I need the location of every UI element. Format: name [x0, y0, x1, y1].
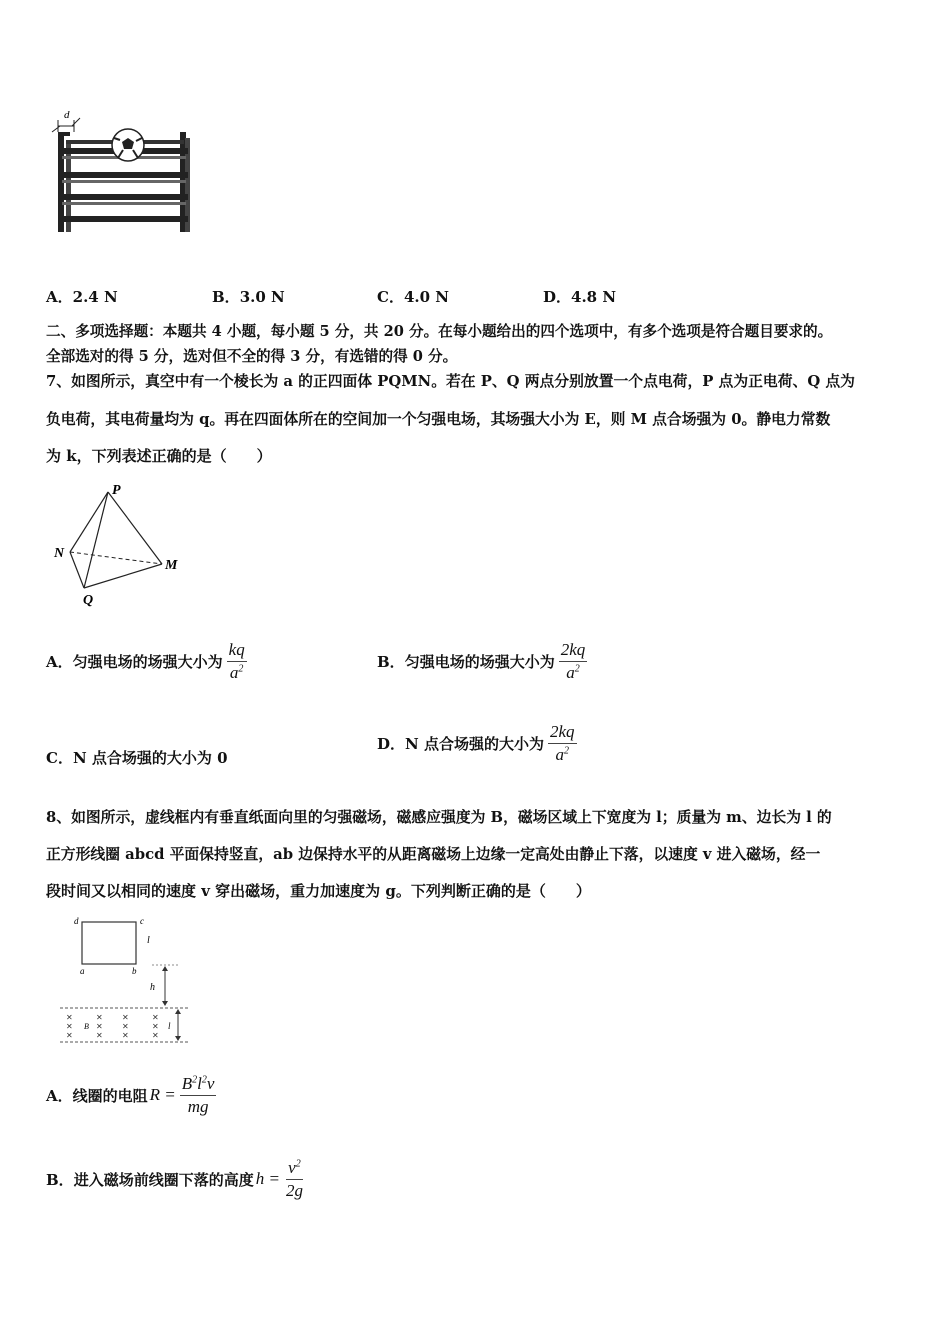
denominator: 2g: [285, 1180, 303, 1200]
section2-line2: 全部选对的得 5 分，选对但不全的得 3 分，有选错的得 0 分。: [46, 348, 458, 365]
option-letter: C．: [377, 288, 404, 306]
numerator: [180, 1074, 217, 1096]
fraction: [559, 640, 588, 682]
option-letter: B．: [46, 1170, 74, 1189]
q8-line3: 段时间又以相同的速度 v 穿出磁场，重力加速度为 g。下列判断正确的是（ ）: [46, 882, 591, 900]
q6-option-d: [543, 286, 616, 307]
num-sup: 2: [192, 1074, 198, 1086]
label-h: h: [150, 982, 155, 993]
label-p: P: [112, 483, 121, 498]
option-letter: B．: [377, 652, 405, 671]
denominator: mg: [187, 1096, 209, 1116]
den-sup: 2: [238, 662, 244, 674]
svg-text:✕: ✕: [152, 1013, 159, 1022]
option-text: 匀强电场的场强大小为: [72, 652, 223, 671]
option-text: 线圈的电阻: [72, 1086, 148, 1105]
option-letter: C．: [46, 749, 73, 767]
label-m: M: [165, 558, 178, 573]
q7-line3: 为 k，下列表述正确的是（ ）: [46, 447, 272, 465]
svg-text:✕: ✕: [122, 1013, 129, 1022]
q7-option-d: [377, 722, 577, 764]
numerator: kq: [227, 640, 247, 662]
q8-line2: 正方形线圈 abcd 平面保持竖直，ab 边保持水平的从距离磁场上边缘一定高处由静止下落，以速度 v 进入磁场，经一: [46, 846, 821, 863]
label-b-field: B: [84, 1022, 89, 1031]
shoe-rack-figure: [44, 104, 204, 238]
svg-text:✕: ✕: [96, 1013, 103, 1022]
option-text: N 点合场强的大小为: [405, 734, 544, 753]
den-base: a: [229, 662, 239, 682]
fraction: [548, 722, 577, 764]
option-letter: D．: [377, 734, 406, 753]
denominator: [553, 744, 571, 765]
option-text: 4.0 N: [403, 288, 449, 306]
q7-option-c: [46, 747, 228, 768]
q6-option-b: [212, 286, 285, 307]
option-letter: A．: [46, 288, 73, 306]
svg-text:✕: ✕: [96, 1031, 103, 1040]
fraction: [227, 640, 247, 682]
option-text: 2.4 N: [72, 288, 118, 306]
num-part: v: [206, 1074, 215, 1093]
q7-line1: 7、如图所示，真空中有一个棱长为 a 的正四面体 PQMN。若在 P、Q 两点分别放置一个点电荷，P 点为正电荷、Q 点为: [46, 373, 855, 390]
q8-line1: 8、如图所示，虚线框内有垂直纸面向里的匀强磁场，磁感应强度为 B，磁场区域上下宽度为 l；质量为 m、边长为 l 的: [46, 809, 832, 826]
q6-option-a: [46, 286, 118, 307]
q7-option-b: [377, 640, 587, 682]
fraction: [284, 1158, 305, 1200]
num-part: l: [197, 1074, 202, 1093]
fraction: [180, 1074, 217, 1116]
den-base: a: [555, 744, 564, 764]
equation-lhs: h =: [255, 1169, 280, 1189]
q8-option-b: [46, 1158, 305, 1200]
svg-text:✕: ✕: [122, 1031, 129, 1040]
label-a: a: [80, 966, 85, 976]
num-sup: 2: [295, 1158, 301, 1170]
label-d: d: [74, 916, 79, 926]
svg-text:✕: ✕: [66, 1031, 73, 1040]
label-l-field: l: [168, 1021, 171, 1031]
den-sup: 2: [563, 744, 569, 756]
label-q: Q: [83, 593, 94, 608]
option-letter: A．: [46, 652, 73, 671]
option-text: 3.0 N: [239, 288, 285, 306]
label-b: b: [132, 966, 137, 976]
num-part: v: [288, 1158, 296, 1177]
numerator: 2kq: [548, 722, 577, 744]
label-c: c: [140, 916, 144, 926]
option-text: 4.8 N: [571, 288, 617, 306]
denominator: [564, 662, 582, 683]
d-label: d: [64, 109, 70, 121]
option-text: 匀强电场的场强大小为: [404, 652, 555, 671]
option-letter: B．: [212, 288, 240, 306]
svg-text:✕: ✕: [122, 1022, 129, 1031]
svg-text:✕: ✕: [96, 1022, 103, 1031]
numerator: 2kq: [559, 640, 588, 662]
numerator: [286, 1158, 303, 1180]
q6-option-c: [377, 286, 449, 307]
equation-lhs: R =: [149, 1085, 176, 1105]
num-part: B: [181, 1074, 193, 1093]
denominator: [228, 662, 246, 683]
option-text: 进入磁场前线圈下落的高度: [73, 1170, 254, 1189]
svg-text:✕: ✕: [152, 1022, 159, 1031]
label-n: N: [54, 546, 65, 561]
den-base: a: [566, 662, 575, 682]
q8-option-a: [46, 1074, 216, 1116]
section2-line1: 二、多项选择题：本题共 4 小题，每小题 5 分，共 20 分。在每小题给出的四个选项中，有多个选项是符合题目要求的。: [46, 323, 833, 340]
label-l-coil: l: [147, 935, 150, 946]
option-text: N 点合场强的大小为 0: [72, 749, 228, 767]
svg-text:✕: ✕: [152, 1031, 159, 1040]
svg-text:✕: ✕: [66, 1013, 73, 1022]
svg-text:✕: ✕: [66, 1022, 73, 1031]
option-letter: A．: [46, 1086, 73, 1105]
den-sup: 2: [574, 662, 580, 674]
q7-line2: 负电荷，其电荷量均为 q。再在四面体所在的空间加一个匀强电场，其场强大小为 E，则 M 点合场强为 0。静电力常数: [46, 411, 831, 428]
num-sup: 2: [201, 1074, 207, 1086]
coil-field-figure: [56, 912, 196, 1054]
option-letter: D．: [543, 288, 572, 306]
tetrahedron-figure: [48, 478, 198, 610]
q7-option-a: [46, 640, 247, 682]
